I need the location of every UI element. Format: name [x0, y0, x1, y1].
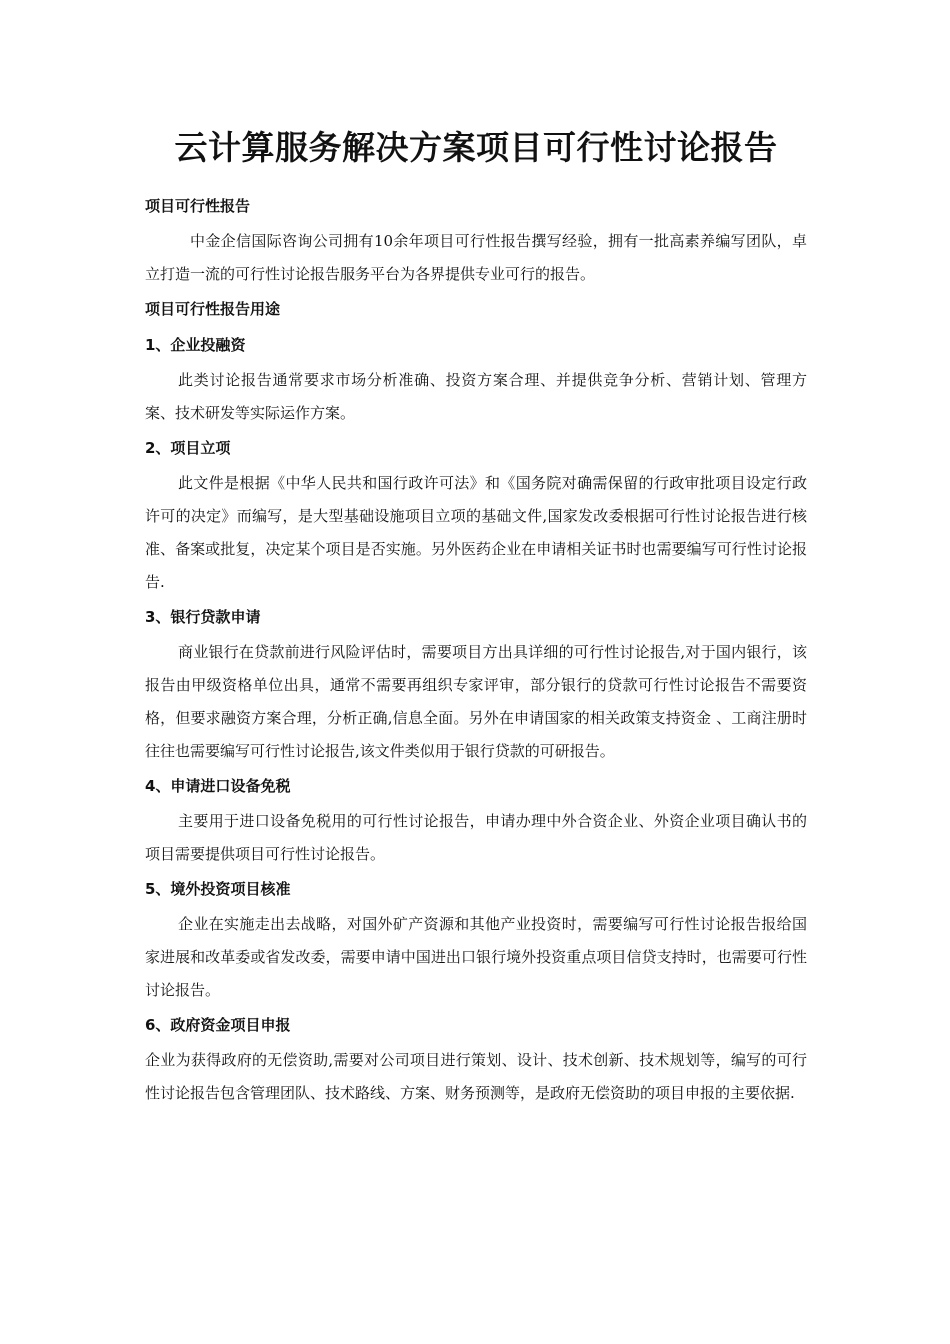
section-paragraph-overseas-investment: 企业在实施走出去战略，对国外矿产资源和其他产业投资时，需要编写可行性讨论报告报给国家进展和改革委或省发改委，需要申请中国进出口银行境外投资重点项目信贷支持时，也需要可行性讨论报告。 [145, 915, 807, 999]
section-heading-investment: 1、企业投融资 [145, 336, 246, 354]
section-paragraph-bank-loan: 商业银行在贷款前进行风险评估时，需要项目方出具详细的可行性讨论报告,对于国内银行，该报告由甲级资格单位出具，通常不需要再组织专家评审，部分银行的贷款可行性讨论报告不需要资格，但要求融资方案合理，分析正确,信息全面。另外在申请国家的相关政策支持资金 、工商注册时往往也需要编写可行性讨论报告,该文件类似用于银行贷款的可研报告。 [145, 643, 807, 760]
section-paragraph-investment: 此类讨论报告通常要求市场分析准确、投资方案合理、并提供竞争分析、营销计划、管理方案、技术研发等实际运作方案。 [145, 371, 807, 422]
section-heading-project-approval: 2、项目立项 [145, 439, 231, 457]
section-heading-government-funding: 6、政府资金项目申报 [145, 1016, 291, 1034]
document-page [145, 122, 807, 1118]
section-heading-import-tax: 4、申请进口设备免税 [145, 777, 291, 795]
section-paragraph-government-funding: 企业为获得政府的无偿资助,需要对公司项目进行策划、设计、技术创新、技术规划等，编写的可行性讨论报告包含管理团队、技术路线、方案、财务预测等，是政府无偿资助的项目申报的主要依据. [145, 1051, 807, 1102]
uses-heading: 项目可行性报告用途 [145, 300, 281, 318]
document-title: 云计算服务解决方案项目可行性讨论报告 [174, 128, 778, 167]
section-paragraph-project-approval: 此文件是根据《中华人民共和国行政许可法》和《国务院对确需保留的行政审批项目设定行政许可的决定》而编写，是大型基础设施项目立项的基础文件,国家发改委根据可行性讨论报告进行核准、备案或批复，决定某个项目是否实施。另外医药企业在申请相关证书时也需要编写可行性讨论报告. [145, 474, 807, 591]
section-heading-overseas-investment: 5、境外投资项目核准 [145, 880, 291, 898]
section-heading-bank-loan: 3、银行贷款申请 [145, 608, 261, 626]
intro-heading: 项目可行性报告 [145, 197, 251, 215]
intro-paragraph: 中金企信国际咨询公司拥有10余年项目可行性报告撰写经验，拥有一批高素养编写团队，卓立打造一流的可行性讨论报告服务平台为各界提供专业可行的报告。 [145, 232, 807, 283]
section-paragraph-import-tax: 主要用于进口设备免税用的可行性讨论报告，申请办理中外合资企业、外资企业项目确认书的项目需要提供项目可行性讨论报告。 [145, 812, 807, 863]
